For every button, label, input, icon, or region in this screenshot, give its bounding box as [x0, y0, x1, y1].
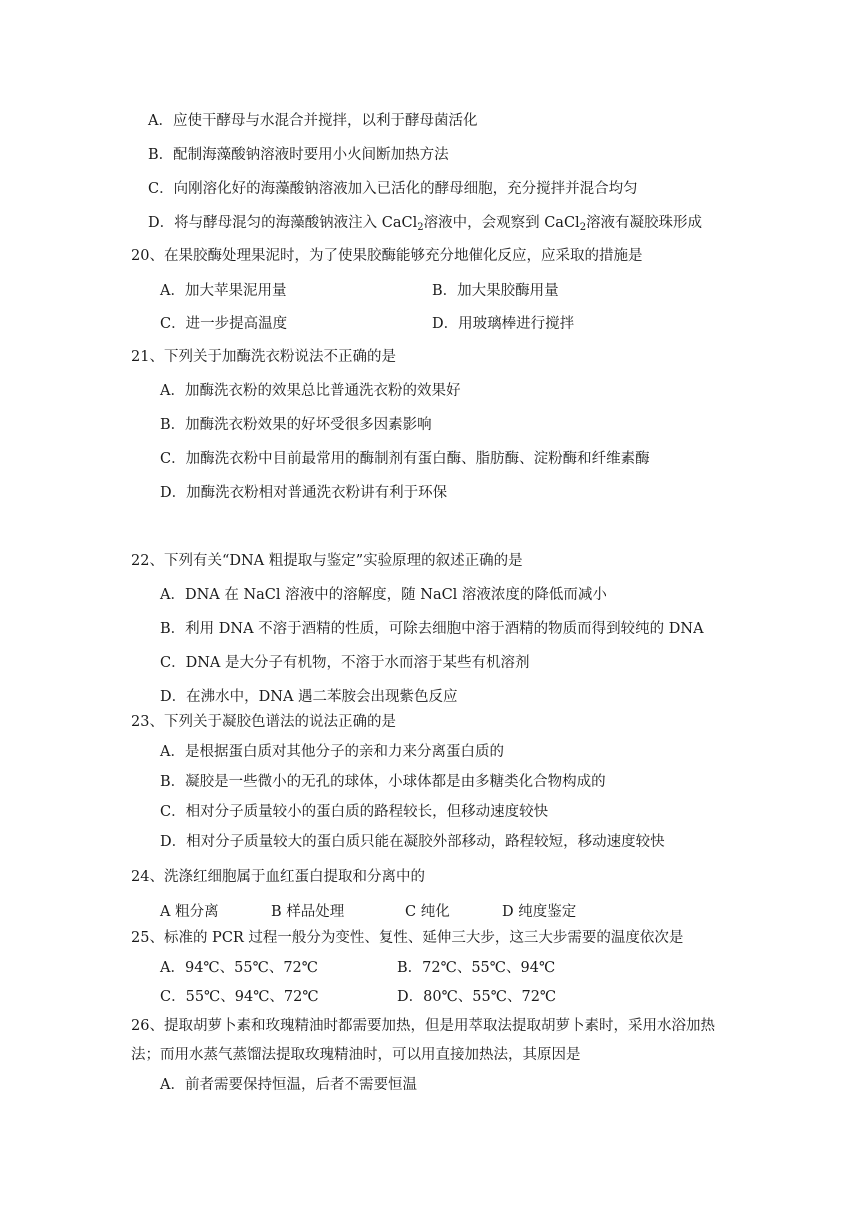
q25-option-d: D．80℃、55℃、72℃: [397, 989, 557, 1005]
q21-option-b: B．加酶洗衣粉效果的好坏受很多因素影响: [160, 417, 432, 433]
q21-stem: 21、下列关于加酶洗衣粉说法不正确的是: [131, 349, 396, 365]
q26-stem-line-1: 26、提取胡萝卜素和玫瑰精油时都需要加热，但是用萃取法提取胡萝卜素时，采用水浴加热: [131, 1018, 715, 1034]
q25-option-c: C．55℃、94℃、72℃: [160, 989, 319, 1005]
q20-option-a: A．加大苹果泥用量: [160, 283, 287, 299]
q19-option-d-sub-1: 2: [417, 222, 424, 233]
q23-option-d: D．相对分子质量较大的蛋白质只能在凝胶外部移动，路程较短，移动速度较快: [160, 834, 665, 850]
q21-option-a: A．加酶洗衣粉的效果总比普通洗衣粉的效果好: [160, 383, 461, 399]
q23-option-a: A．是根据蛋白质对其他分子的亲和力来分离蛋白质的: [160, 744, 504, 760]
q20-option-d: D．用玻璃棒进行搅拌: [432, 316, 575, 332]
q22-option-a: A．DNA 在 NaCl 溶液中的溶解度，随 NaCl 溶液浓度的降低而减小: [160, 587, 607, 603]
q19-option-d-text-1: D．将与酵母混匀的海藻酸钠液注入 CaCl: [148, 215, 418, 231]
q19-option-d: [148, 213, 702, 238]
q26-stem-line-2: 法；而用水蒸气蒸馏法提取玫瑰精油时，可以用直接加热法，其原因是: [131, 1047, 581, 1063]
q19-option-c: C．向刚溶化好的海藻酸钠溶液加入已活化的酵母细胞，充分搅拌并混合均匀: [148, 181, 638, 197]
q25-option-a: A．94℃、55℃、72℃: [160, 960, 318, 976]
q20-option-b: B．加大果胶酶用量: [432, 283, 559, 299]
q21-option-c: C．加酶洗衣粉中目前最常用的酶制剂有蛋白酶、脂肪酶、淀粉酶和纤维素酶: [160, 451, 650, 467]
q23-stem: 23、下列关于凝胶色谱法的说法正确的是: [131, 714, 396, 730]
q25-option-b: B．72℃、55℃、94℃: [397, 960, 556, 976]
q22-option-c: C．DNA 是大分子有机物，不溶于水而溶于某些有机溶剂: [160, 655, 530, 671]
q22-option-d: D．在沸水中，DNA 遇二苯胺会出现紫色反应: [160, 689, 458, 705]
q25-stem: 25、标准的 PCR 过程一般分为变性、复性、延伸三大步，这三大步需要的温度依次是: [131, 930, 684, 946]
q24-option-a: A 粗分离: [160, 904, 219, 920]
q24-option-c: C 纯化: [405, 904, 450, 920]
q24-stem: 24、洗涤红细胞属于血红蛋白提取和分离中的: [131, 869, 425, 885]
q23-option-b: B．凝胶是一些微小的无孔的球体，小球体都是由多糖类化合物构成的: [160, 774, 606, 790]
q22-stem: 22、下列有关“DNA 粗提取与鉴定”实验原理的叙述正确的是: [131, 553, 523, 569]
q20-option-c: C．进一步提高温度: [160, 316, 288, 332]
q22-option-b: B．利用 DNA 不溶于酒精的性质，可除去细胞中溶于酒精的物质而得到较纯的 DNA: [160, 621, 704, 637]
q26-option-a: A．前者需要保持恒温，后者不需要恒温: [160, 1077, 417, 1093]
q19-option-d-sub-2: 2: [579, 222, 587, 233]
q24-option-d: D 纯度鉴定: [502, 904, 577, 920]
q19-option-d-text-2: 溶液中，会观察到 CaCl: [423, 215, 580, 231]
q23-option-c: C．相对分子质量较小的蛋白质的路程较长，但移动速度较快: [160, 804, 549, 820]
q19-option-a: A．应使干酵母与水混合并搅拌，以利于酵母菌活化: [148, 113, 478, 129]
q19-option-d-text-3: 溶液有凝胶珠形成: [586, 215, 703, 231]
q20-stem: 20、在果胶酶处理果泥时，为了使果胶酶能够充分地催化反应，应采取的措施是: [131, 248, 643, 264]
q19-option-b: B．配制海藻酸钠溶液时要用小火间断加热方法: [148, 147, 449, 163]
q24-option-b: B 样品处理: [271, 904, 345, 920]
q21-option-d: D．加酶洗衣粉相对普通洗衣粉讲有利于环保: [160, 485, 448, 501]
